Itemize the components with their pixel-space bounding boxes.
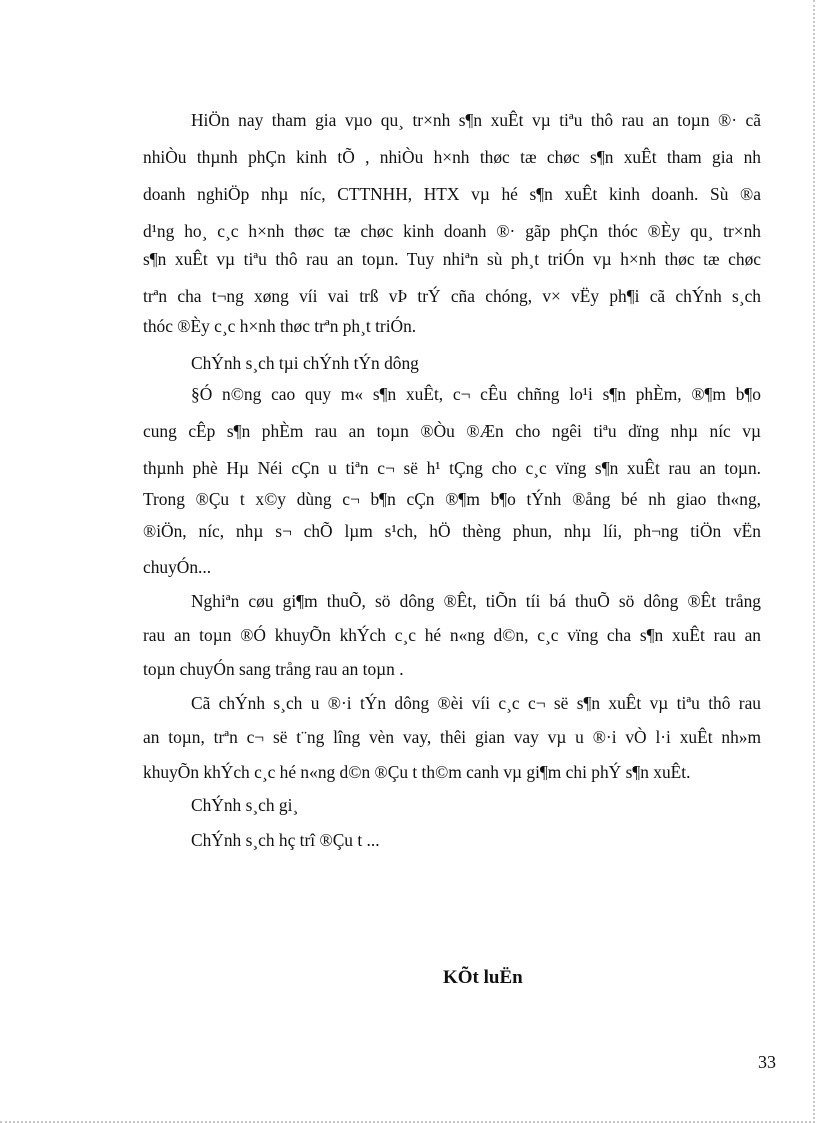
paragraph-line: Trong ®Çu t x©y dùng c¬ b¶n cÇn ®¶m b¶o tÝnh ®ång bé nh giao th«ng, bbox=[143, 489, 761, 509]
paragraph-line: nhiÒu thµnh phÇn kinh tÕ , nhiÒu h×nh thøc tæ chøc s¶n xuÊt tham gia nh bbox=[143, 147, 761, 167]
paragraph-line: rau an toµn ®Ó khuyÕn khÝch c¸c hé n«ng d©n, c¸c vïng cha s¶n xuÊt rau an bbox=[143, 625, 761, 645]
paragraph-line: s¶n xuÊt vµ tiªu thô rau an toµn. Tuy nhiªn sù ph¸t triÓn vµ h×nh thøc tæ chøc bbox=[143, 249, 761, 269]
paragraph-line: trªn cha t¬ng xøng víi vai trß vÞ trÝ cña chóng, v× vËy ph¶i cã chÝnh s¸ch bbox=[143, 286, 761, 306]
paragraph-line: Cã chÝnh s¸ch u ®·i tÝn dông ®èi víi c¸c c¬ së s¶n xuÊt vµ tiªu thô rau bbox=[191, 693, 761, 713]
section-heading: ChÝnh s¸ch tµi chÝnh tÝn dông bbox=[191, 353, 419, 373]
paragraph-line: thóc ®Èy c¸c h×nh thøc trªn ph¸t triÓn. bbox=[143, 316, 417, 336]
paragraph-line: toµn chuyÓn sang trång rau an toµn . bbox=[143, 659, 404, 679]
paragraph-line: ®iÖn, níc, nhµ s¬ chÕ lµm s¹ch, hÖ thèng phun, nhµ líi, ph¬ng tiÖn vËn bbox=[143, 521, 761, 541]
paragraph-line: doanh nghiÖp nhµ níc, CTTNHH, HTX vµ hé s¶n xuÊt kinh doanh. Sù ®a bbox=[143, 184, 761, 204]
section-heading: ChÝnh s¸ch gi¸ bbox=[191, 795, 299, 815]
paragraph-line: cung cÊp s¶n phÈm rau an toµn ®Òu ®Æn cho ngêi tiªu dïng nhµ níc vµ bbox=[143, 421, 761, 441]
page-number: 33 bbox=[758, 1052, 776, 1072]
paragraph-line: §Ó n©ng cao quy m« s¶n xuÊt, c¬ cÊu chñng lo¹i s¶n phÈm, ®¶m b¶o bbox=[191, 384, 761, 404]
paragraph-line: khuyÕn khÝch c¸c hé n«ng d©n ®Çu t th©m canh vµ gi¶m chi phÝ s¶n xuÊt. bbox=[143, 762, 691, 782]
paragraph-line: thµnh phè Hµ Néi cÇn u tiªn c¬ së h¹ tÇng cho c¸c vïng s¶n xuÊt rau an toµn. bbox=[143, 458, 761, 478]
paragraph-line: Nghiªn cøu gi¶m thuÕ, sö dông ®Êt, tiÕn tíi bá thuÕ sö dông ®Êt trång bbox=[191, 591, 761, 611]
section-heading: ChÝnh s¸ch hç trî ®Çu t ... bbox=[191, 830, 380, 850]
paragraph-line: an toµn, trªn c¬ së t¨ng lîng vèn vay, thêi gian vay vµ u ®·i vÒ l·i xuÊt nh»m bbox=[143, 727, 761, 747]
paragraph-line: HiÖn nay tham gia vµo qu¸ tr×nh s¶n xuÊt vµ tiªu thô rau an toµn ®· cã bbox=[191, 110, 761, 130]
conclusion-heading: KÕt luËn bbox=[443, 967, 523, 988]
paragraph-line: chuyÓn... bbox=[143, 557, 212, 577]
paragraph-line: d¹ng ho¸ c¸c h×nh thøc tæ chøc kinh doanh ®· gãp phÇn thóc ®Èy qu¸ tr×nh bbox=[143, 221, 761, 241]
